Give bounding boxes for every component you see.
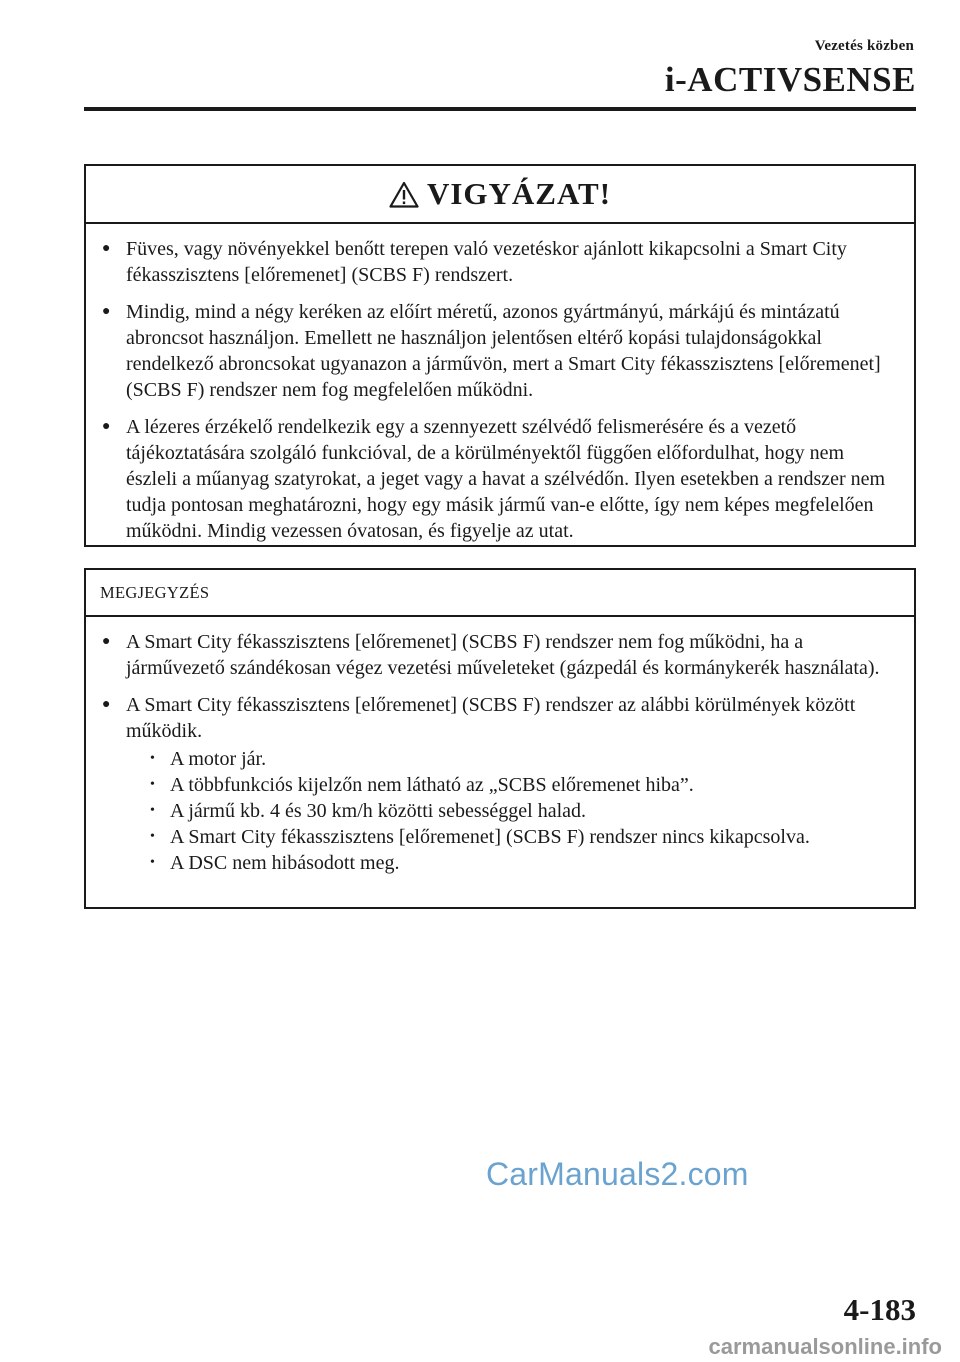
small-bullet-icon: •: [150, 855, 155, 870]
note-item-content: [126, 692, 900, 876]
note-box: [84, 568, 916, 909]
condition-list: [126, 746, 900, 876]
warning-title: VIGYÁZAT!: [426, 176, 612, 211]
page-number: 4-183: [843, 1292, 916, 1327]
condition-item: [150, 798, 900, 824]
small-bullet-icon: •: [150, 751, 155, 766]
warning-header: [86, 166, 914, 224]
header-section: Vezetés közben: [814, 38, 914, 54]
warning-body: [86, 224, 914, 544]
small-bullet-icon: •: [150, 777, 155, 792]
condition-text: A többfunkciós kijelzőn nem látható az „SCBS előremenet hiba”.: [170, 774, 694, 796]
condition-text: A DSC nem hibásodott meg.: [170, 852, 400, 874]
footer-site: carmanualsonline.info: [708, 1334, 942, 1359]
note-header: [86, 570, 914, 617]
condition-text: A jármű kb. 4 és 30 km/h közötti sebességgel halad.: [170, 800, 587, 822]
warning-item-text: Füves, vagy növényekkel benőtt terepen való vezetéskor ajánlott kikapcsolni a Smart City fékasszisztens [előremenet] (SCBS F) rendszert.: [126, 238, 847, 286]
condition-item: [150, 772, 900, 798]
note-item-text: A Smart City fékasszisztens [előremenet] (SCBS F) rendszer nem fog működni, ha a járművezető szándékosan végez vezetési műveleteket (gázpedál és kormánykerék használata).: [126, 631, 880, 679]
condition-text: A Smart City fékasszisztens [előremenet] (SCBS F) rendszer nincs kikapcsolva.: [170, 826, 810, 848]
bullet-icon: ●: [102, 419, 111, 434]
bullet-icon: ●: [102, 697, 111, 712]
condition-item: [150, 850, 900, 876]
condition-item: [150, 746, 900, 772]
note-title: MEGJEGYZÉS: [100, 582, 210, 602]
condition-item: [150, 824, 900, 850]
note-item: [100, 629, 900, 681]
note-item-text: A Smart City fékasszisztens [előremenet] (SCBS F) rendszer az alábbi körülmények között működik.: [126, 694, 856, 742]
warning-item-text: A lézeres érzékelő rendelkezik egy a szennyezett szélvédő felismerésére és a vezető tájékoztatására szolgáló funkcióval, de a körülményektől függően előfordulhat, hogy nem észleli a műanyag szatyrokat, a jeget vagy a havat a szélvédőn. Ilyen esetekben a rendszer nem tudja pontosan meghatározni, hogy egy másik jármű van-e előtte, így nem képes megfelelően működni. Mindig vezessen óvatosan, és figyelje az utat.: [126, 416, 886, 542]
bullet-icon: ●: [102, 634, 111, 649]
warning-item-text: Mindig, mind a négy keréken az előírt méretű, azonos gyártmányú, márkájú és mintázatú abroncsot használjon. Emellett ne használjon jelentősen eltérő kopási tulajdonságokkal rendelkező abroncsokat ugyanazon a járművön, mert a Smart City fékasszisztens [előremenet] (SCBS F) rendszer nem fog megfelelően működni.: [126, 301, 881, 401]
warning-item: [100, 414, 900, 544]
small-bullet-icon: •: [150, 829, 155, 844]
warning-triangle-icon: [389, 181, 419, 208]
warning-item: [100, 236, 900, 288]
warning-item: [100, 299, 900, 403]
bullet-icon: ●: [102, 304, 111, 319]
warning-box: [84, 164, 916, 547]
watermark: CarManuals2.com: [486, 1156, 749, 1192]
header-rule: [84, 107, 916, 111]
bullet-icon: ●: [102, 241, 111, 256]
header-title: i-ACTIVSENSE: [664, 60, 916, 99]
note-item: [100, 692, 900, 876]
note-body: [86, 617, 914, 876]
condition-text: A motor jár.: [170, 748, 267, 770]
small-bullet-icon: •: [150, 803, 155, 818]
